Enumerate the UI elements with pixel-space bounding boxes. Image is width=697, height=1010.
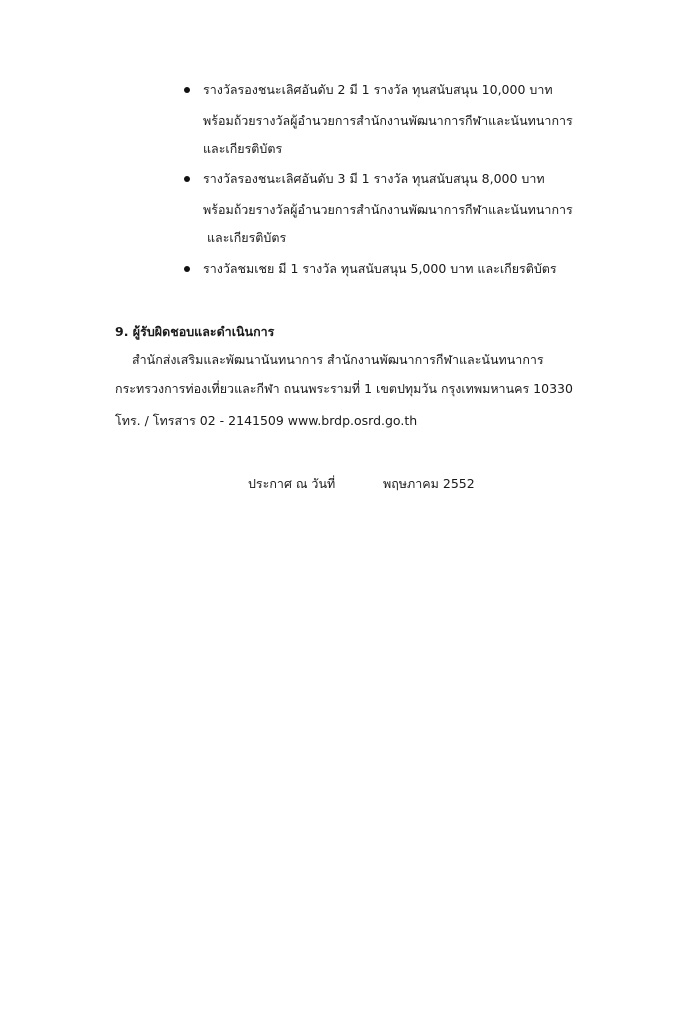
section-9-heading: 9. ผู้รับผิดชอบและดำเนินการ: [115, 324, 275, 339]
prize-2-line-1: รางวัลรองชนะเลิศอันดับ 3 มี 1 รางวัล ทุนสนับสนุน 8,000 บาท: [203, 171, 545, 186]
announcement-date-month-year: พฤษภาคม 2552: [383, 476, 475, 491]
prize-1-line-3: และเกียรติบัตร: [203, 141, 283, 156]
section-9-line-1: สำนักส่งเสริมและพัฒนานันทนาการ สำนักงานพัฒนาการกีฬาและนันทนาการ: [132, 352, 544, 367]
prize-2-line-2: พร้อมถ้วยรางวัลผู้อำนวยการสำนักงานพัฒนาการกีฬาและนันทนาการ: [203, 202, 573, 217]
prize-1-line-2: พร้อมถ้วยรางวัลผู้อำนวยการสำนักงานพัฒนาการกีฬาและนันทนาการ: [203, 113, 573, 128]
prize-1-line-1: รางวัลรองชนะเลิศอันดับ 2 มี 1 รางวัล ทุนสนับสนุน 10,000 บาท: [203, 82, 553, 97]
prize-3-line-1: รางวัลชมเชย มี 1 รางวัล ทุนสนับสนุน 5,000 บาท และเกียรติบัตร: [203, 261, 557, 276]
bullet-icon: [184, 176, 190, 182]
section-9-line-2: กระทรวงการท่องเที่ยวและกีฬา ถนนพระรามที่ 1 เขตปทุมวัน กรุงเทพมหานคร 10330: [115, 381, 573, 396]
prize-2-line-3: และเกียรติบัตร: [207, 230, 287, 245]
bullet-icon: [184, 266, 190, 272]
section-9-line-3: โทร. / โทรสาร 02 - 2141509 www.brdp.osrd.go.th: [115, 413, 418, 428]
bullet-icon: [184, 87, 190, 93]
announcement-date-label: ประกาศ ณ วันที่: [248, 476, 336, 491]
